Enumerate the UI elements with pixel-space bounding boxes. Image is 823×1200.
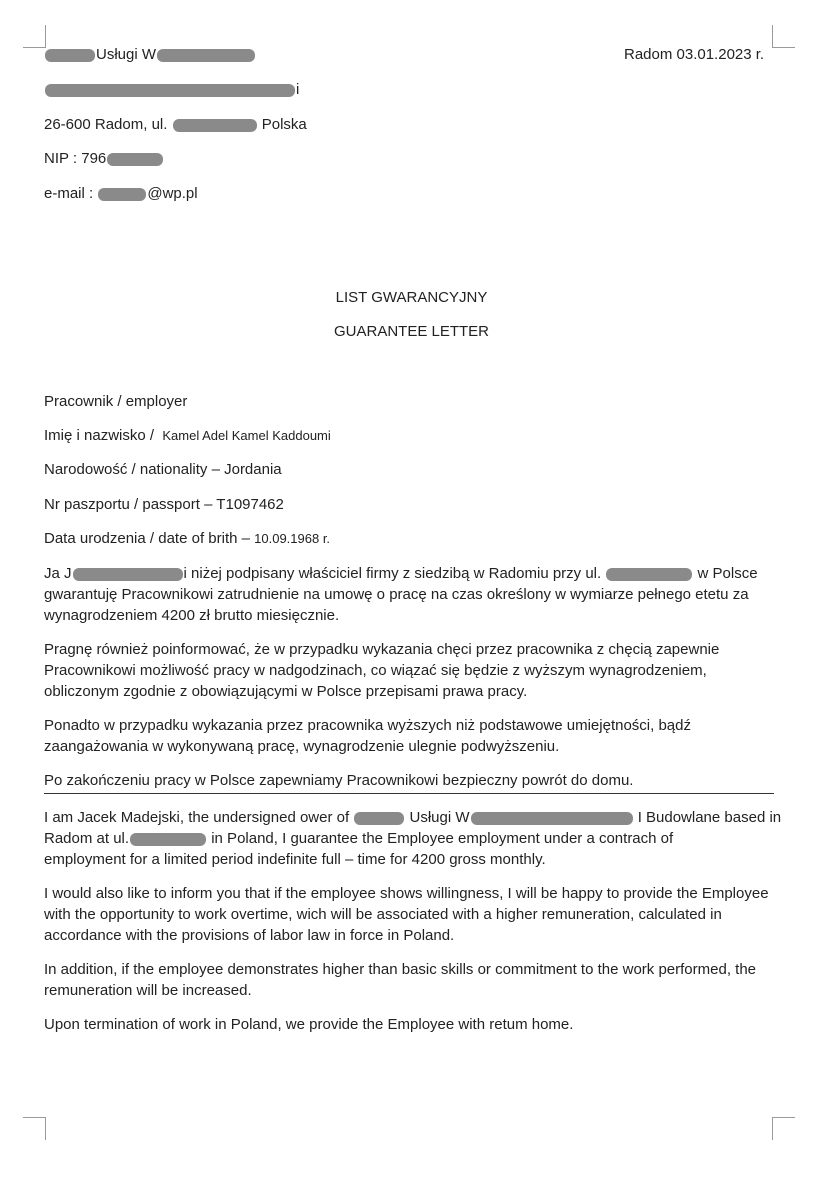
title-en: GUARANTEE LETTER	[333, 323, 490, 340]
passport-line: Nr paszportu / passport – T1097462	[44, 496, 284, 513]
redaction	[45, 84, 295, 97]
pl-paragraph-1-line-2: gwarantuję Pracownikowi zatrudnienie na umowę o pracę na czas określony w wymiarze pełnego etetu za	[44, 586, 749, 603]
dob-label: Data urodzenia / date of brith –	[44, 530, 250, 547]
title-pl: LIST GWARANCYJNY	[335, 289, 488, 306]
address-country: Polska	[257, 116, 307, 133]
name-label: Imię i nazwisko /	[44, 427, 155, 444]
en-paragraph-1-line-1	[44, 807, 781, 828]
pl-p1-end: w Polsce	[697, 565, 758, 582]
section-divider	[44, 793, 774, 794]
address-line-1-text: i	[296, 81, 300, 98]
nip-line	[44, 148, 164, 169]
crop-mark-top-right	[772, 25, 795, 48]
en-p1-company: Usługi W	[409, 809, 470, 826]
en-paragraph-4: Upon termination of work in Poland, we provide the Employee with retum home.	[44, 1016, 574, 1033]
address-line-2	[44, 114, 307, 135]
company-name-text: Usługi W	[96, 46, 157, 63]
redaction	[471, 812, 633, 825]
redaction	[157, 49, 255, 62]
worker-heading: Pracownik / employer	[44, 393, 188, 410]
crop-mark-top-left	[23, 25, 46, 48]
nip-text: NIP : 796	[44, 150, 107, 167]
redaction	[45, 49, 95, 62]
redaction	[606, 568, 692, 581]
email-line	[44, 183, 198, 204]
address-line-1	[44, 79, 299, 100]
nationality-line: Narodowość / nationality – Jordania	[44, 461, 282, 478]
dob-value: 10.09.1968 r.	[254, 531, 331, 546]
en-p1-end: I Budowlane based in	[637, 809, 782, 826]
pl-paragraph-1-line-1	[44, 563, 758, 584]
redaction	[98, 188, 146, 201]
email-label: e-mail :	[44, 185, 98, 202]
dob-line	[44, 528, 330, 549]
redaction	[173, 119, 257, 132]
redaction	[354, 812, 404, 825]
name-line	[44, 425, 331, 446]
crop-mark-bottom-right	[772, 1117, 795, 1140]
crop-mark-bottom-left	[23, 1117, 46, 1140]
en-paragraph-2: I would also like to inform you that if the employee shows willingness, I will be happy to provide the Employee with the opportunity to work overtime, wich will be associated with a higher remuneration, calculated in accordance with the provisions of labor law in force in Poland.	[44, 885, 769, 944]
email-domain: @wp.pl	[147, 185, 198, 202]
en-paragraph-1-line-3: employment for a limited period indefinite full – time for 4200 gross monthly.	[44, 851, 546, 868]
pl-p1-middle: i niżej podpisany właściciel firmy z siedzibą w Radomiu przy ul.	[183, 565, 602, 582]
name-value: Kamel Adel Kamel Kaddoumi	[162, 428, 331, 443]
en-p1-guarantee: in Poland, I guarantee the Employee employment under a contrach of	[211, 830, 674, 847]
en-paragraph-1-line-2	[44, 828, 673, 849]
en-paragraph-3: In addition, if the employee demonstrates higher than basic skills or commitment to the work performed, the remuneration will be increased.	[44, 961, 757, 999]
pl-p1-start: Ja J	[44, 565, 72, 582]
company-name-line	[44, 44, 256, 65]
redaction	[73, 568, 183, 581]
address-city-street: 26-600 Radom, ul.	[44, 116, 172, 133]
en-p1-street: Radom at ul.	[44, 830, 130, 847]
letter-date: Radom 03.01.2023 r.	[624, 46, 765, 63]
pl-paragraph-1-line-3: wynagrodzeniem 4200 zł brutto miesięcznie.	[44, 607, 340, 624]
pl-paragraph-3: Ponadto w przypadku wykazania przez pracownika wyższych niż podstawowe umiejętności, bądź zaangażowania w wykonywaną pracę, wynagrodzenie ulegnie podwyższeniu.	[44, 717, 691, 755]
redaction	[130, 833, 206, 846]
redaction	[107, 153, 163, 166]
pl-paragraph-2: Pragnę również poinformować, że w przypadku wykazania chęci przez pracownika z chęcią zapewnie Pracownikowi możliwość pracy w nadgodzinach, co wiązać się będzie z wyższym wynagrodzeniem, obliczonym zgodnie z obowiązującymi w Polsce przepisami prawa pracy.	[44, 641, 720, 700]
pl-paragraph-4: Po zakończeniu pracy w Polsce zapewniamy Pracownikowi bezpieczny powrót do domu.	[44, 772, 634, 789]
en-p1-start: I am Jacek Madejski, the undersigned ower of	[44, 809, 350, 826]
